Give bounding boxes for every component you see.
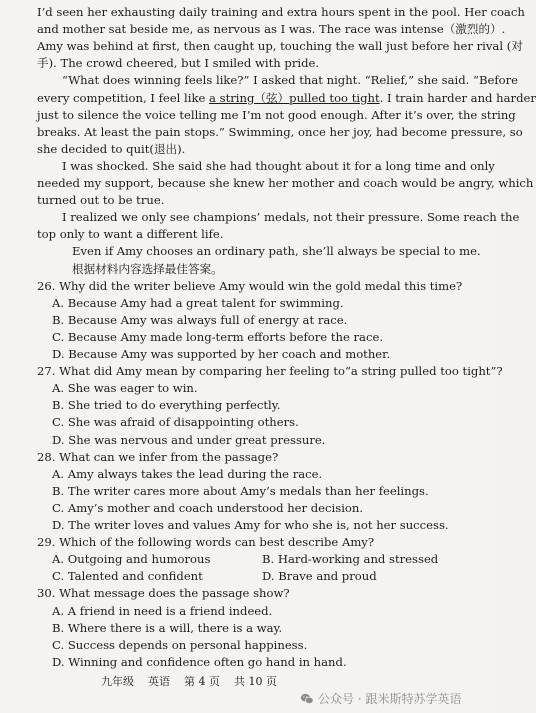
option-b: B. Hard-working and stressed — [262, 552, 439, 567]
footer-total-pages: 共 10 页 — [234, 674, 277, 688]
option-d: D. She was nervous and under great pressure. — [52, 432, 326, 447]
option-a: A. She was eager to win. — [52, 381, 198, 396]
footer-subject: 英语 — [148, 674, 170, 688]
wechat-icon — [300, 692, 314, 706]
option-d: D. The writer loves and values Amy for who she is, not her success. — [52, 518, 449, 532]
option-b: B. Because Amy was always full of energy at race. — [52, 312, 348, 327]
option-d: D. Brave and proud — [262, 569, 377, 584]
question-stem: 26. Why did the writer believe Amy would win the gold medal this time? — [37, 278, 463, 293]
passage-line: turned out to be true. — [37, 193, 165, 208]
passage-line: Amy was behind at first, then caught up, touching the wall just before her rival (对 — [37, 39, 523, 54]
passage-line: just to silence the voice telling me I’m not good enough. After it’s over, the string — [37, 107, 516, 122]
option-a: A. Amy always takes the lead during the race. — [52, 466, 323, 481]
option-d: D. Winning and confidence often go hand in hand. — [52, 654, 347, 669]
passage-line: “What does winning feels like?” I asked that night. “Relief,” she said. “Before — [62, 73, 518, 88]
passage-line: needed my support, because she knew her mother and coach would be angry, which — [37, 176, 534, 190]
passage-line: I was shocked. She said she had thought about it for a long time and only — [62, 158, 495, 173]
instruction: 根据材料内容选择最佳答案。 — [72, 261, 223, 276]
passage-line: Even if Amy chooses an ordinary path, she’ll always be special to me. — [72, 244, 481, 259]
option-b: B. The writer cares more about Amy’s medals than her feelings. — [52, 483, 429, 498]
page-footer — [101, 672, 291, 691]
option-c: C. Because Amy made long-term efforts before the race. — [52, 329, 384, 344]
passage-line: she decided to quit(退出). — [37, 141, 186, 156]
question-stem: 29. Which of the following words can best describe Amy? — [37, 535, 375, 550]
passage-line: and mother sat beside me, as nervous as I was. The race was intense（激烈的）. — [37, 22, 506, 37]
question-stem: 30. What message does the passage show? — [37, 586, 290, 601]
underlined-phrase: a string（弦）pulled too tight — [209, 90, 380, 105]
passage-text: every competition, I feel like — [37, 90, 210, 105]
passage-line: I realized we only see champions’ medals, not their pressure. Some reach the — [62, 210, 520, 225]
question-stem: 28. What can we infer from the passage? — [37, 449, 279, 464]
watermark — [300, 690, 461, 709]
option-a: A. A friend in need is a friend indeed. — [52, 603, 273, 618]
option-c: C. Success depends on personal happiness. — [52, 637, 308, 652]
option-a: A. Because Amy had a great talent for swimming. — [52, 295, 344, 310]
passage-line: 手). The crowd cheered, but I smiled with pride. — [37, 56, 320, 71]
question-stem: 27. What did Amy mean by comparing her feeling to“a string pulled too tight”? — [37, 364, 503, 379]
option-c: C. Amy’s mother and coach understood her decision. — [52, 500, 364, 515]
passage-line: top only to want a different life. — [37, 227, 224, 242]
option-c: C. She was afraid of disappointing others. — [52, 415, 299, 430]
watermark-text: 公众号 · 跟米斯特苏学英语 — [318, 691, 462, 706]
option-b: B. Where there is a will, there is a way. — [52, 620, 283, 635]
option-c: C. Talented and confident — [52, 569, 203, 584]
footer-page-number: 第 4 页 — [184, 674, 220, 688]
passage-line: breaks. At least the pain stops.” Swimming, once her joy, had become pressure, so — [37, 124, 523, 139]
passage-line — [37, 90, 536, 107]
option-d: D. Because Amy was supported by her coach and mother. — [52, 347, 391, 361]
passage-text: . I train harder and harder — [379, 90, 536, 105]
option-a: A. Outgoing and humorous — [52, 552, 211, 567]
option-b: B. She tried to do everything perfectly. — [52, 398, 281, 413]
passage-line: I’d seen her exhausting daily training and extra hours spent in the pool. Her coach — [37, 5, 525, 19]
footer-grade: 九年级 — [101, 674, 134, 688]
